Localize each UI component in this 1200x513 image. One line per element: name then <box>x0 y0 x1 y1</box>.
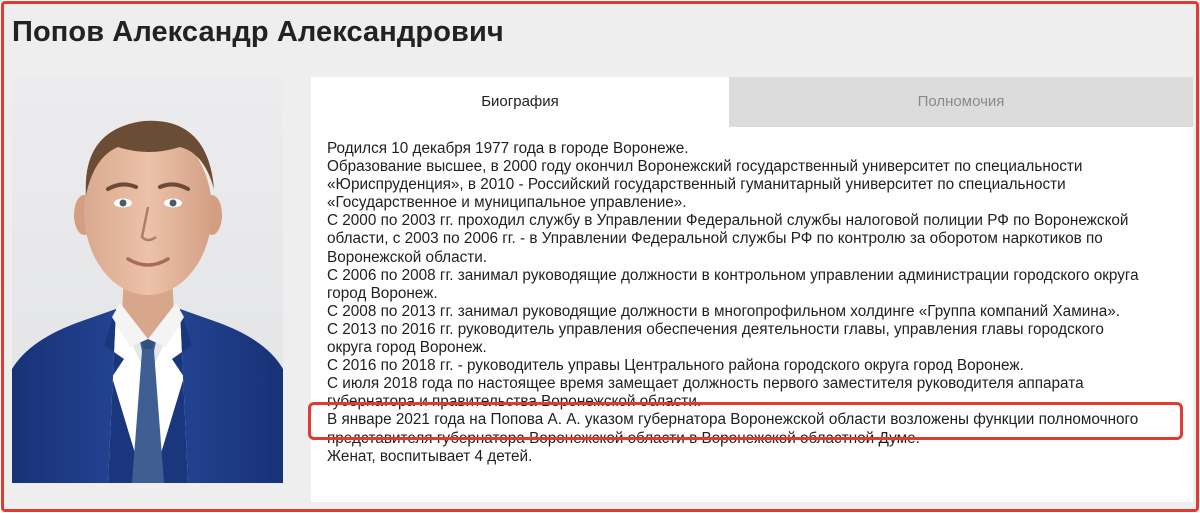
page-title: Попов Александр Александрович <box>12 16 504 48</box>
bio-line: С 2016 по 2018 гг. - руководитель управы Центрального района городского округа город Воронеж. <box>327 357 1024 375</box>
portrait-photo <box>12 77 283 483</box>
bio-line: С 2013 по 2016 гг. руководитель управления обеспечения деятельности главы, управления главы городского <box>327 320 1104 338</box>
bio-line: С 2006 по 2008 гг. занимал руководящие должности в контрольном управлении администрации городского округа <box>327 266 1139 284</box>
bio-line: С 2008 по 2013 гг. занимал руководящие должности в многопрофильном холдинге «Группа компаний Хамина». <box>327 302 1120 320</box>
tab-powers[interactable]: Полномочия <box>729 77 1193 127</box>
tab-biography[interactable]: Биография <box>311 77 729 127</box>
bio-line: Женат, воспитывает 4 детей. <box>327 447 533 465</box>
bio-line: представителя губернатора Воронежской области в Воронежской областной Думе. <box>327 429 920 447</box>
bio-line: области, с 2003 по 2006 гг. - в Управлении Федеральной службы РФ по контролю за оборотом наркотиков по <box>327 230 1103 248</box>
profile-frame <box>1 1 1199 512</box>
bio-line: Воронежской области. <box>327 248 488 266</box>
bio-line: «Юриспруденция», в 2010 - Российский государственный гуманитарный университет по специальности <box>327 176 1066 194</box>
biography-text <box>327 140 1187 466</box>
bio-line: В январе 2021 года на Попова А. А. указом губернатора Воронежской области возложены функции полномочного <box>327 411 1139 429</box>
bio-line: город Воронеж. <box>327 284 438 302</box>
bio-line: округа город Воронеж. <box>327 339 487 357</box>
bio-line: С июля 2018 года по настоящее время замещает должность первого заместителя руководителя аппарата <box>327 375 1084 393</box>
bio-line: Образование высшее, в 2000 году окончил Воронежский государственный университет по специальности <box>327 158 1083 176</box>
bio-line: губернатора и правительства Воронежской области. <box>327 393 702 411</box>
bio-line: Родился 10 декабря 1977 года в городе Воронеже. <box>327 140 689 157</box>
tab-bar <box>311 77 1193 127</box>
bio-line: «Государственное и муниципальное управление». <box>327 194 687 212</box>
content-panel <box>311 77 1193 502</box>
bio-line: С 2000 по 2003 гг. проходил службу в Управлении Федеральной службы налоговой полиции РФ по Воронежской <box>327 212 1129 230</box>
